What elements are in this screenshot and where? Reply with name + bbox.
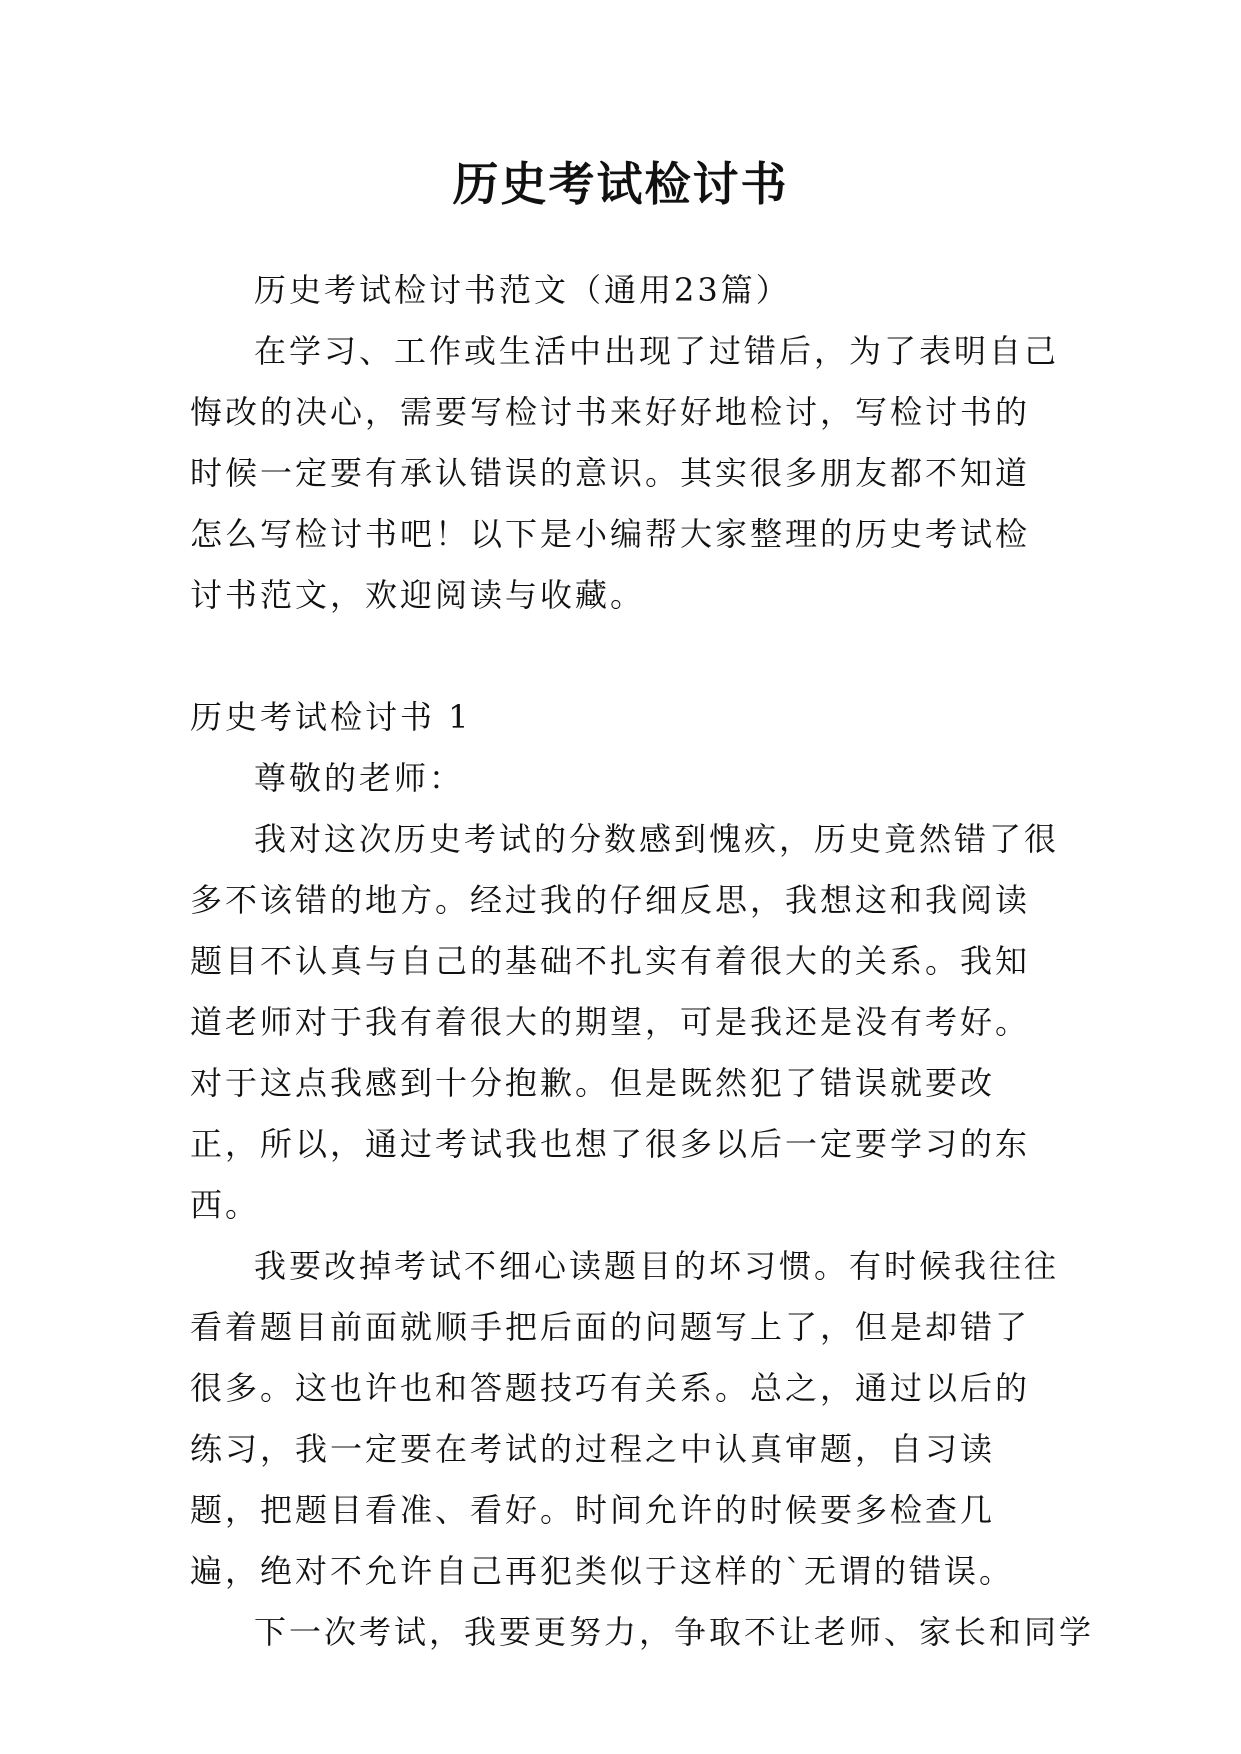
intro-paragraph: 在学习、工作或生活中出现了过错后，为了表明自己悔改的决心，需要写检讨书来好好地检讨，写检讨书的时候一定要有承认错误的意识。其实很多朋友都不知道怎么写检讨书吧！以下是小编帮大家整理的历史考试检讨书范文，欢迎阅读与收藏。 bbox=[190, 332, 1060, 614]
document-title: 历史考试检讨书 bbox=[452, 157, 789, 211]
body-paragraph: 我对这次历史考试的分数感到愧疚，历史竟然错了很多不该错的地方。经过我的仔细反思，我想这和我阅读题目不认真与自己的基础不扎实有着很大的关系。我知道老师对于我有着很大的期望，可是我还是没有考好。对于这点我感到十分抱歉。但是既然犯了错误就要改正，所以，通过考试我也想了很多以后一定要学习的东西。 bbox=[190, 820, 1060, 1224]
section-heading: 历史考试检讨书 1 bbox=[190, 698, 472, 736]
document-subtitle: 历史考试检讨书范文（通用23篇） bbox=[254, 271, 791, 309]
body-paragraph: 我要改掉考试不细心读题目的坏习惯。有时候我往往看着题目前面就顺手把后面的问题写上了，但是却错了很多。这也许也和答题技巧有关系。总之，通过以后的练习，我一定要在考试的过程之中认真审题，自习读题，把题目看准、看好。时间允许的时候要多检查几遍，绝对不允许自己再犯类似于这样的`无谓的错误。 bbox=[190, 1247, 1060, 1590]
salutation: 尊敬的老师： bbox=[254, 759, 465, 797]
document-body bbox=[190, 260, 1095, 1663]
body-paragraph: 下一次考试，我要更努力，争取不让老师、家长和同学 bbox=[254, 1613, 1095, 1651]
